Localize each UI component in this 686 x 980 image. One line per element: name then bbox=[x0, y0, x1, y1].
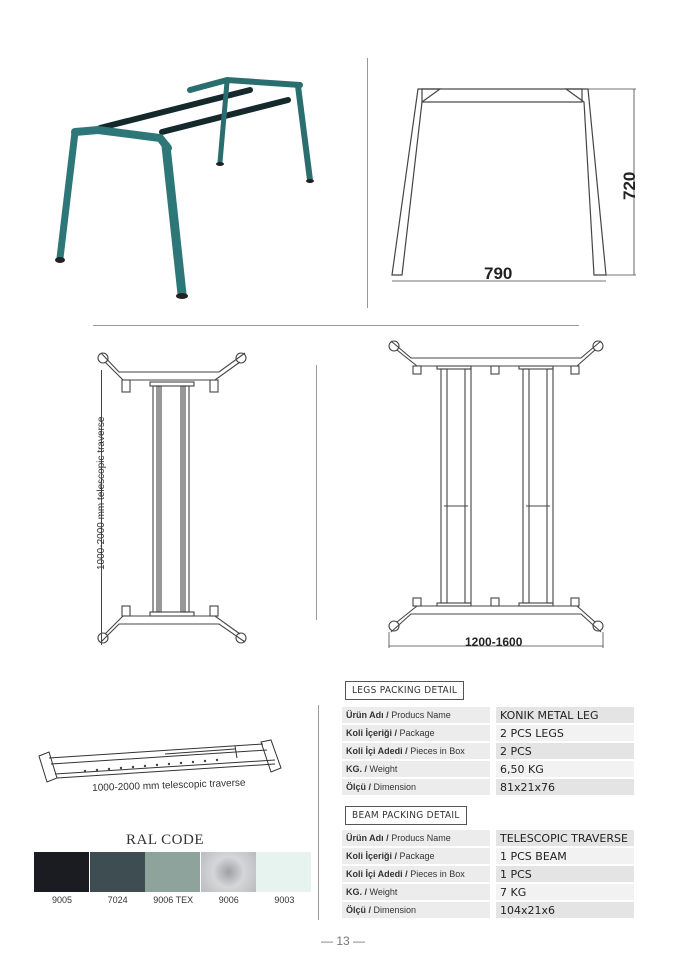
packing-key bbox=[342, 847, 490, 865]
packing-key bbox=[342, 901, 490, 919]
packing-row bbox=[342, 724, 634, 742]
packing-key-tr: KG. / bbox=[346, 887, 368, 897]
length-dimension: 1200-1600 bbox=[465, 635, 523, 649]
height-dimension: 720 bbox=[620, 171, 639, 200]
packing-row bbox=[342, 865, 634, 883]
packing-row bbox=[342, 760, 634, 778]
packing-key-tr: Koli İçeriği / bbox=[346, 851, 398, 861]
packing-key-en: Dimension bbox=[373, 905, 417, 915]
packing-key-en: Producs Name bbox=[391, 833, 451, 843]
packing-value: 2 PCS LEGS bbox=[496, 724, 634, 742]
packing-key-en: Pieces in Box bbox=[410, 869, 465, 879]
ral-swatch-label: 9005 bbox=[51, 895, 73, 905]
legs-packing-title: LEGS PACKING DETAIL bbox=[345, 681, 464, 700]
packing-key-tr: Ürün Adı / bbox=[346, 833, 389, 843]
packing-row bbox=[342, 707, 634, 724]
packing-value: 1 PCS BEAM bbox=[496, 847, 634, 865]
packing-row bbox=[342, 883, 634, 901]
packing-value: 7 KG bbox=[496, 883, 634, 901]
page-number: — 13 — bbox=[320, 934, 366, 948]
legs-packing-table bbox=[342, 707, 634, 797]
packing-key-tr: Koli İçi Adedi / bbox=[346, 869, 408, 879]
ral-swatch-label: 9003 bbox=[274, 895, 295, 905]
packing-value: 1 PCS bbox=[496, 865, 634, 883]
beam-packing-title: BEAM PACKING DETAIL bbox=[345, 806, 467, 825]
packing-row bbox=[342, 901, 634, 919]
ral-swatch-label: 9006 bbox=[218, 895, 239, 905]
width-dimension: 790 bbox=[484, 264, 513, 283]
top-view-single-beam bbox=[95, 350, 255, 650]
divider-vertical-top bbox=[367, 58, 368, 308]
packing-key-en: Package bbox=[399, 851, 435, 861]
packing-value: 6,50 KG bbox=[496, 760, 634, 778]
side-elevation-drawing bbox=[388, 85, 648, 295]
packing-row bbox=[342, 847, 634, 865]
packing-key-en: Package bbox=[399, 728, 435, 738]
packing-key bbox=[342, 724, 490, 742]
ral-swatch-label: 7024 bbox=[107, 895, 128, 905]
beam-packing-table bbox=[342, 830, 634, 920]
ral-swatch bbox=[256, 852, 311, 892]
telescopic-traverse-label-vertical: 1000-2000 mm telescopic traverse bbox=[96, 416, 107, 570]
packing-key-tr: KG. / bbox=[346, 764, 368, 774]
packing-key bbox=[342, 760, 490, 778]
divider-vertical-bottom bbox=[318, 705, 319, 920]
packing-row bbox=[342, 742, 634, 760]
packing-key-tr: Ölçü / bbox=[346, 782, 372, 792]
packing-key-en: Pieces in Box bbox=[410, 746, 465, 756]
ral-swatch bbox=[90, 852, 145, 892]
telescopic-beam-label: 1000-2000 mm telescopic traverse bbox=[92, 777, 246, 794]
packing-value: 2 PCS bbox=[496, 742, 634, 760]
packing-key-en: Weight bbox=[369, 887, 398, 897]
packing-key-tr: Ürün Adı / bbox=[346, 710, 389, 720]
packing-row bbox=[342, 830, 634, 847]
page-number-value: 13 bbox=[336, 934, 350, 948]
packing-key-en: Weight bbox=[369, 764, 398, 774]
divider-horizontal bbox=[93, 325, 579, 326]
packing-key-tr: Ölçü / bbox=[346, 905, 372, 915]
packing-key bbox=[342, 883, 490, 901]
ral-swatch-label: 9006 TEX bbox=[153, 895, 194, 905]
packing-value: 81x21x76 bbox=[496, 778, 634, 796]
divider-vertical-middle bbox=[316, 365, 317, 620]
ral-swatch bbox=[145, 852, 200, 892]
packing-key-en: Dimension bbox=[373, 782, 417, 792]
top-view-double-beam bbox=[385, 336, 610, 656]
packing-key bbox=[342, 778, 490, 796]
packing-key bbox=[342, 830, 490, 847]
packing-key bbox=[342, 865, 490, 883]
table-frame-render bbox=[40, 70, 340, 310]
packing-key-tr: Koli İçi Adedi / bbox=[346, 746, 408, 756]
packing-key-tr: Koli İçeriği / bbox=[346, 728, 398, 738]
packing-key bbox=[342, 707, 490, 724]
packing-value: TELESCOPIC TRAVERSE bbox=[496, 830, 634, 847]
packing-value: 104x21x6 bbox=[496, 901, 634, 919]
packing-row bbox=[342, 778, 634, 796]
ral-swatch bbox=[34, 852, 89, 892]
packing-value: KONIK METAL LEG bbox=[496, 707, 634, 724]
ral-code-title: RAL CODE bbox=[125, 832, 205, 848]
packing-key-en: Producs Name bbox=[391, 710, 451, 720]
ral-swatch bbox=[201, 852, 256, 892]
packing-key bbox=[342, 742, 490, 760]
